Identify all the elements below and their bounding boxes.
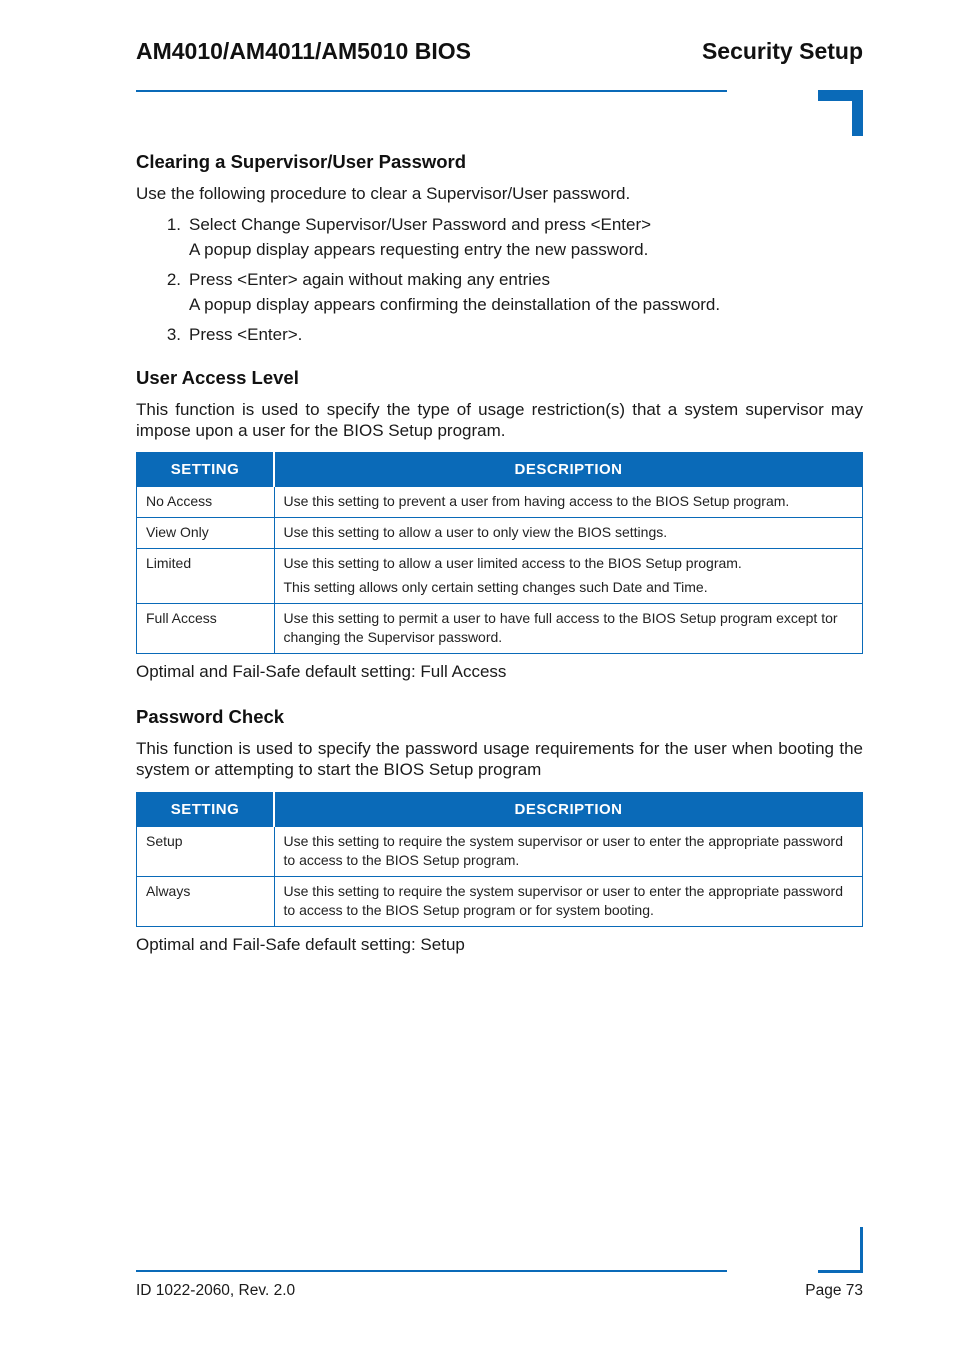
password-check-table [136,792,863,927]
list-item: 2. Press <Enter> again without making any entries A popup display appears confirming the deinstallation of the password. [166,270,721,314]
page-content [136,151,863,955]
user-access-intro: This function is used to specify the type of usage restriction(s) that a system supervisor may impose upon a user for the BIOS Setup program. [136,400,863,440]
password-check-default-note: Optimal and Fail-Safe default setting: Setup [136,935,465,954]
user-access-heading: User Access Level [136,367,299,388]
table-row [137,487,863,518]
section-title: Security Setup [701,38,863,64]
description-cell: Use this setting to allow a user to only view the BIOS settings. [274,518,863,549]
description-cell: Use this setting to require the system supervisor or user to enter the appropriate password to access to the BIOS Setup program or for system booting. [274,877,863,927]
header-rule [136,90,727,92]
column-header-description: DESCRIPTION [274,793,863,827]
list-item: 3. Press <Enter>. [166,325,303,344]
clearing-password-heading: Clearing a Supervisor/User Password [136,151,467,172]
setting-cell: Setup [137,827,275,877]
table-row [137,518,863,549]
setting-cell: Always [137,877,275,927]
clearing-intro: Use the following procedure to clear a Supervisor/User password. [136,184,631,203]
document-title: AM4010/AM4011/AM5010 BIOS [136,38,471,64]
table-row [137,549,863,604]
description-cell: Use this setting to permit a user to have full access to the BIOS Setup program except tor changing the Supervisor password. [274,604,863,654]
document-id: ID 1022-2060, Rev. 2.0 [136,1282,296,1299]
column-header-setting: SETTING [137,793,275,827]
column-header-description: DESCRIPTION [274,453,863,487]
description-cell: Use this setting to require the system supervisor or user to enter the appropriate password to access to the BIOS Setup program. [274,827,863,877]
corner-mark-top [818,90,863,136]
corner-mark-bottom [818,1227,863,1273]
table-header-row [137,453,863,487]
page-number: Page 73 [805,1282,863,1299]
user-access-table [136,452,863,654]
table-row [137,604,863,654]
table-row [137,827,863,877]
list-item: 1. Select Change Supervisor/User Password and press <Enter> A popup display appears requesting entry the new password. [166,215,652,259]
setting-cell: No Access [137,487,275,518]
setting-cell: View Only [137,518,275,549]
setting-cell: Limited [137,549,275,604]
password-check-heading: Password Check [136,706,285,727]
table-row [137,877,863,927]
user-access-default-note: Optimal and Fail-Safe default setting: Full Access [136,662,507,681]
setting-cell: Full Access [137,604,275,654]
table-header-row [137,793,863,827]
column-header-setting: SETTING [137,453,275,487]
clearing-steps [136,212,863,347]
description-cell: Use this setting to allow a user limited access to the BIOS Setup program. This setting allows only certain setting changes such Date and Time. [274,549,863,604]
description-cell: Use this setting to prevent a user from having access to the BIOS Setup program. [274,487,863,518]
footer-rule [136,1270,727,1272]
password-check-intro: This function is used to specify the password usage requirements for the user when booting the system or attempting to start the BIOS Setup program [136,739,863,779]
